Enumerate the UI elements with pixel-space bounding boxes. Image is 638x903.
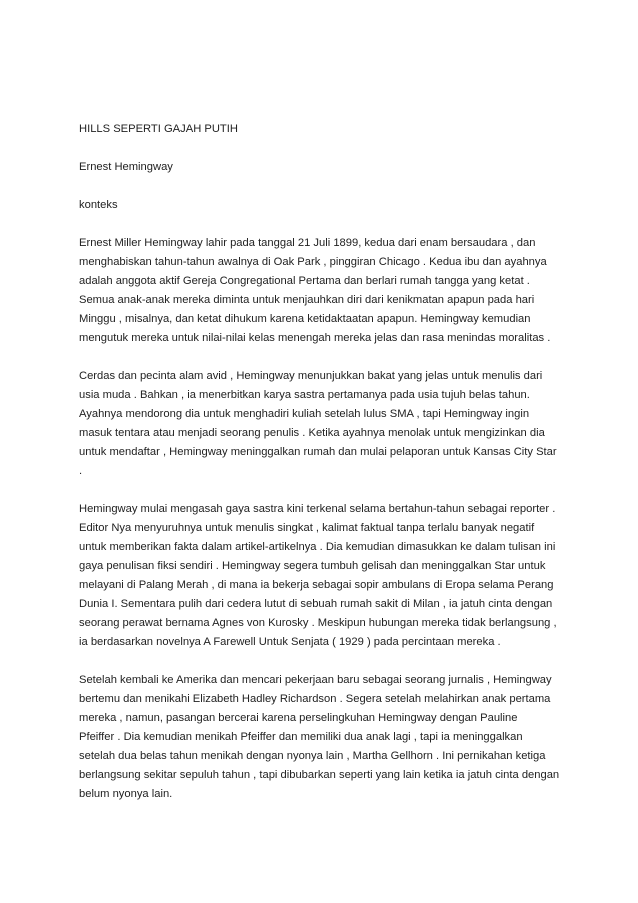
paragraph-line: adalah anggota aktif Gereja Congregational Pertama dan berlari rumah tangga yang ketat . bbox=[79, 275, 530, 287]
document-body bbox=[79, 120, 569, 823]
paragraph-line: Pfeiffer . Dia kemudian menikah Pfeiffer dan memiliki dua anak lagi , tapi ia meninggalkan bbox=[79, 731, 523, 743]
paragraph-line: bertemu dan menikahi Elizabeth Hadley Richardson . Segera setelah melahirkan anak pertama bbox=[79, 693, 551, 705]
document-title: HILLS SEPERTI GAJAH PUTIH bbox=[79, 123, 238, 135]
paragraph-line: menghabiskan tahun-tahun awalnya di Oak Park , pinggiran Chicago . Kedua ibu dan ayahnya bbox=[79, 256, 547, 268]
paragraph-line: belum nyonya lain. bbox=[79, 788, 173, 800]
paragraph-line: melayani di Palang Merah , di mana ia bekerja sebagai sopir ambulans di Eropa selama Perang bbox=[79, 579, 554, 591]
paragraph-line: Editor Nya menyuruhnya untuk menulis singkat , kalimat faktual tanpa terlalu banyak negatif bbox=[79, 522, 535, 534]
paragraph-line: berlangsung sekitar sepuluh tahun , tapi dibubarkan seperti yang lain ketika ia jatuh cinta dengan bbox=[79, 769, 560, 781]
section-heading: konteks bbox=[79, 199, 118, 211]
paragraph-line: Hemingway mulai mengasah gaya sastra kini terkenal selama bertahun-tahun sebagai reporter . bbox=[79, 503, 556, 515]
paragraph-line: mereka , namun, pasangan bercerai karena perselingkuhan Hemingway dengan Pauline bbox=[79, 712, 518, 724]
body-paragraph bbox=[79, 367, 569, 481]
paragraph-line: untuk memberikan fakta dalam artikel-artikelnya . Dia kemudian dimasukkan ke dalam tulisan ini bbox=[79, 541, 556, 553]
paragraph-line: gaya penulisan fiksi sendiri . Hemingway segera tumbuh gelisah dan meninggalkan Star untuk bbox=[79, 560, 546, 572]
paragraph-line: ia berdasarkan novelnya A Farewell Untuk Senjata ( 1929 ) pada percintaan mereka . bbox=[79, 636, 501, 648]
paragraph-line: untuk mendaftar , Hemingway meninggalkan rumah dan mulai pelaporan untuk Kansas City Star bbox=[79, 446, 557, 458]
paragraph-line: mengutuk mereka untuk nilai-nilai kelas menengah mereka jelas dan rasa menindas moralitas . bbox=[79, 332, 551, 344]
body-paragraph bbox=[79, 671, 569, 804]
paragraph-line: seorang perawat bernama Agnes von Kurosky . Meskipun hubungan mereka tidak berlangsung , bbox=[79, 617, 557, 629]
paragraph-line: . bbox=[79, 465, 83, 477]
body-paragraph bbox=[79, 500, 569, 652]
paragraph-line: Minggu , misalnya, dan ketat dihukum karena ketidaktaatan apapun. Hemingway kemudian bbox=[79, 313, 531, 325]
paragraph-line: Ernest Miller Hemingway lahir pada tanggal 21 Juli 1899, kedua dari enam bersaudara , dan bbox=[79, 237, 536, 249]
paragraph-line: setelah dua belas tahun menikah dengan nyonya lain , Martha Gellhorn . Ini pernikahan ketiga bbox=[79, 750, 546, 762]
paragraph-line: masuk tentara atau menjadi seorang penulis . Ketika ayahnya menolak untuk mengizinkan dia bbox=[79, 427, 545, 439]
paragraph-line: Dunia I. Sementara pulih dari cedera lutut di sebuah rumah sakit di Milan , ia jatuh cinta dengan bbox=[79, 598, 553, 610]
paragraph-line: Semua anak-anak mereka diminta untuk menjauhkan diri dari kenikmatan apapun pada hari bbox=[79, 294, 535, 306]
paragraph-line: Cerdas dan pecinta alam avid , Hemingway menunjukkan bakat yang jelas untuk menulis dari bbox=[79, 370, 543, 382]
paragraph-line: Setelah kembali ke Amerika dan mencari pekerjaan baru sebagai seorang jurnalis , Hemingway bbox=[79, 674, 552, 686]
paragraph-line: Ayahnya mendorong dia untuk menghadiri kuliah setelah lulus SMA , tapi Hemingway ingin bbox=[79, 408, 530, 420]
document-author: Ernest Hemingway bbox=[79, 161, 173, 173]
body-paragraph bbox=[79, 234, 569, 348]
paragraph-line: usia muda . Bahkan , ia menerbitkan karya sastra pertamanya pada usia tujuh belas tahun. bbox=[79, 389, 530, 401]
paragraph-list bbox=[79, 234, 569, 804]
